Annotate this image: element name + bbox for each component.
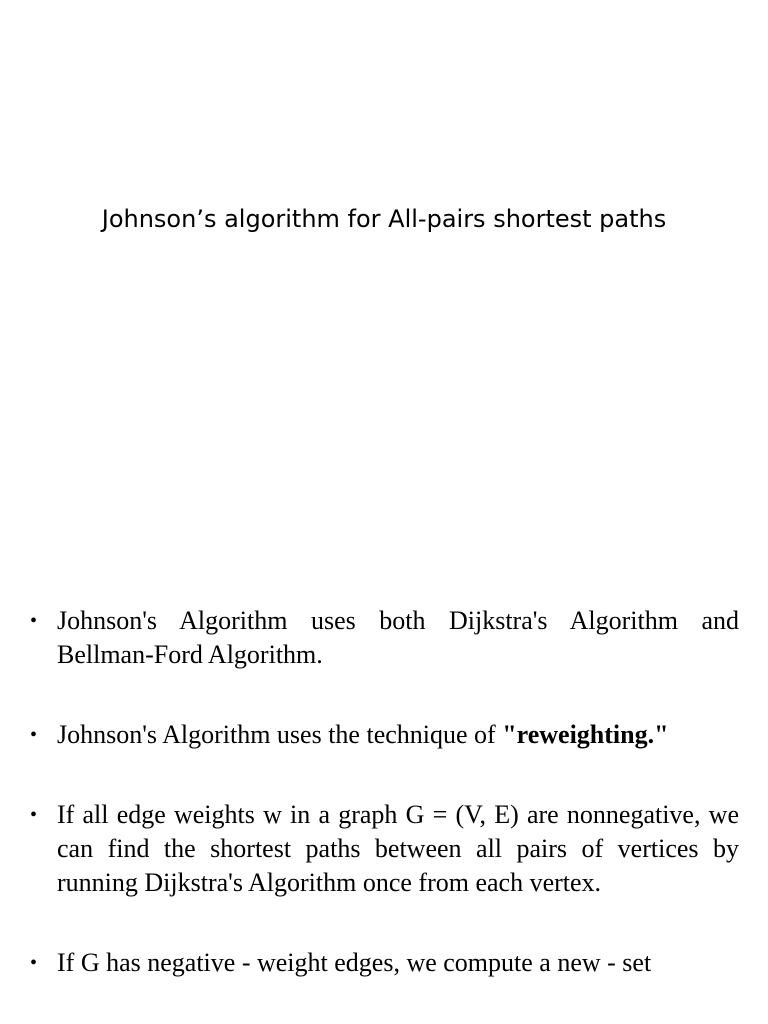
title-container xyxy=(0,205,768,233)
bullet-icon: • xyxy=(30,610,38,632)
bullet-item-2 xyxy=(30,718,739,752)
bullet-emphasis: "reweighting." xyxy=(502,720,669,749)
bullet-text: Johnson's Algorithm uses the technique of xyxy=(57,720,503,749)
bullet-text: If G has negative - weight edges, we compute a new - set xyxy=(57,948,652,977)
bullet-item-4 xyxy=(30,946,739,980)
slide-title: Johnson’s algorithm for All-pairs shortest paths xyxy=(101,205,667,233)
bullet-list xyxy=(30,604,739,1024)
bullet-icon: • xyxy=(30,724,38,746)
content-slide xyxy=(0,576,768,1024)
bullet-icon: • xyxy=(30,952,38,974)
bullet-icon: • xyxy=(30,804,38,826)
bullet-item-3 xyxy=(30,798,739,900)
bullet-item-1 xyxy=(30,604,739,672)
bullet-text: If all edge weights w in a graph G = (V, E) are nonnegative, we can find the shortest paths between all pairs of vertices by running Dijkstra's Algorithm once from each vertex. xyxy=(57,800,739,897)
bullet-text: Johnson's Algorithm uses both Dijkstra's Algorithm and Bellman-Ford Algorithm. xyxy=(57,606,739,669)
